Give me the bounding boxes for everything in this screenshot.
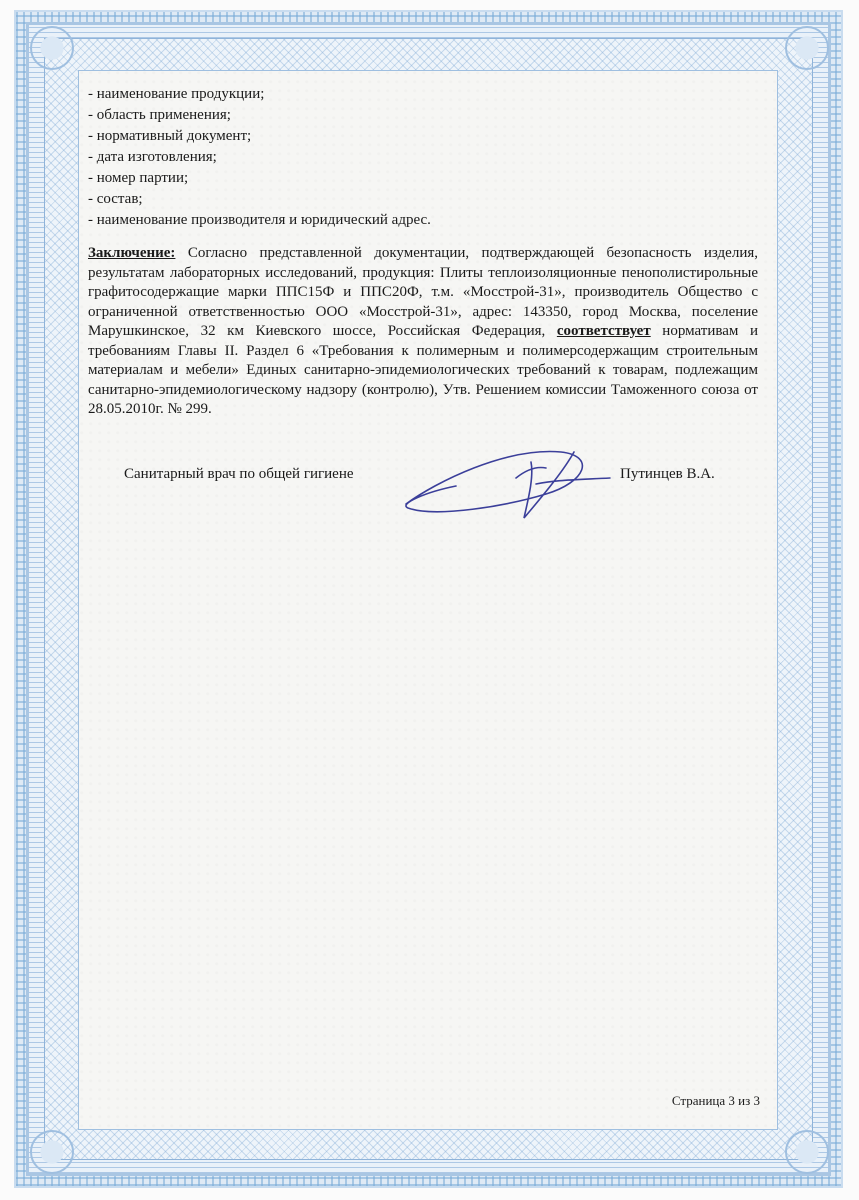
corner-ornament-icon [30,1130,74,1174]
conclusion-text-continued: нормативам и требованиям Главы II. Раздел 6 «Требования к полимерным и полимерсодержащим строительным материалам и мебели» Единых санитарно-эпидемиологических требований к товарам, подлежащим санитарно-эпидемиологическому надзору (контролю), Утв. Решением комиссии Таможенного союза от 28.05.2010г. № 299. [88,323,759,417]
list-item: - дата изготовления; [88,149,217,165]
list-item: - состав; [88,191,143,207]
labeling-requirements-list [88,84,508,231]
handwritten-signature [396,422,626,522]
signatory-title: Санитарный врач по общей гигиене [124,466,354,482]
corner-ornament-icon [30,26,74,70]
page-number: Страница 3 из 3 [671,1093,760,1108]
list-item: - нормативный документ; [88,128,252,144]
conclusion-text: Согласно представленной документации, подтверждающей безопасность изделия, результатам лабораторных исследований, продукция: Плиты теплоизоляционные пенополистирольные графитосодержащие марки ППС15Ф и ППС20Ф, т.м. «Мосстрой-31», производитель Общество с ограниченной ответственностью ООО «Мосстрой-31», адрес: 143350, город Москва, поселение Марушкинское, 32 км Киевского шоссе, Российская Федерация, [88,245,758,339]
signature-block [124,464,744,524]
list-item: - наименование продукции; [88,86,265,102]
signatory-name: Путинцев В.А. [620,466,715,482]
list-item: - номер партии; [88,170,189,186]
corner-ornament-icon [785,1130,829,1174]
list-item: - наименование производителя и юридический адрес. [88,212,431,228]
conclusion-verdict: соответствует [556,323,651,339]
list-item: - область применения; [88,107,231,123]
corner-ornament-icon [785,26,829,70]
conclusion-paragraph [88,244,758,420]
conclusion-label: Заключение: [88,245,176,261]
